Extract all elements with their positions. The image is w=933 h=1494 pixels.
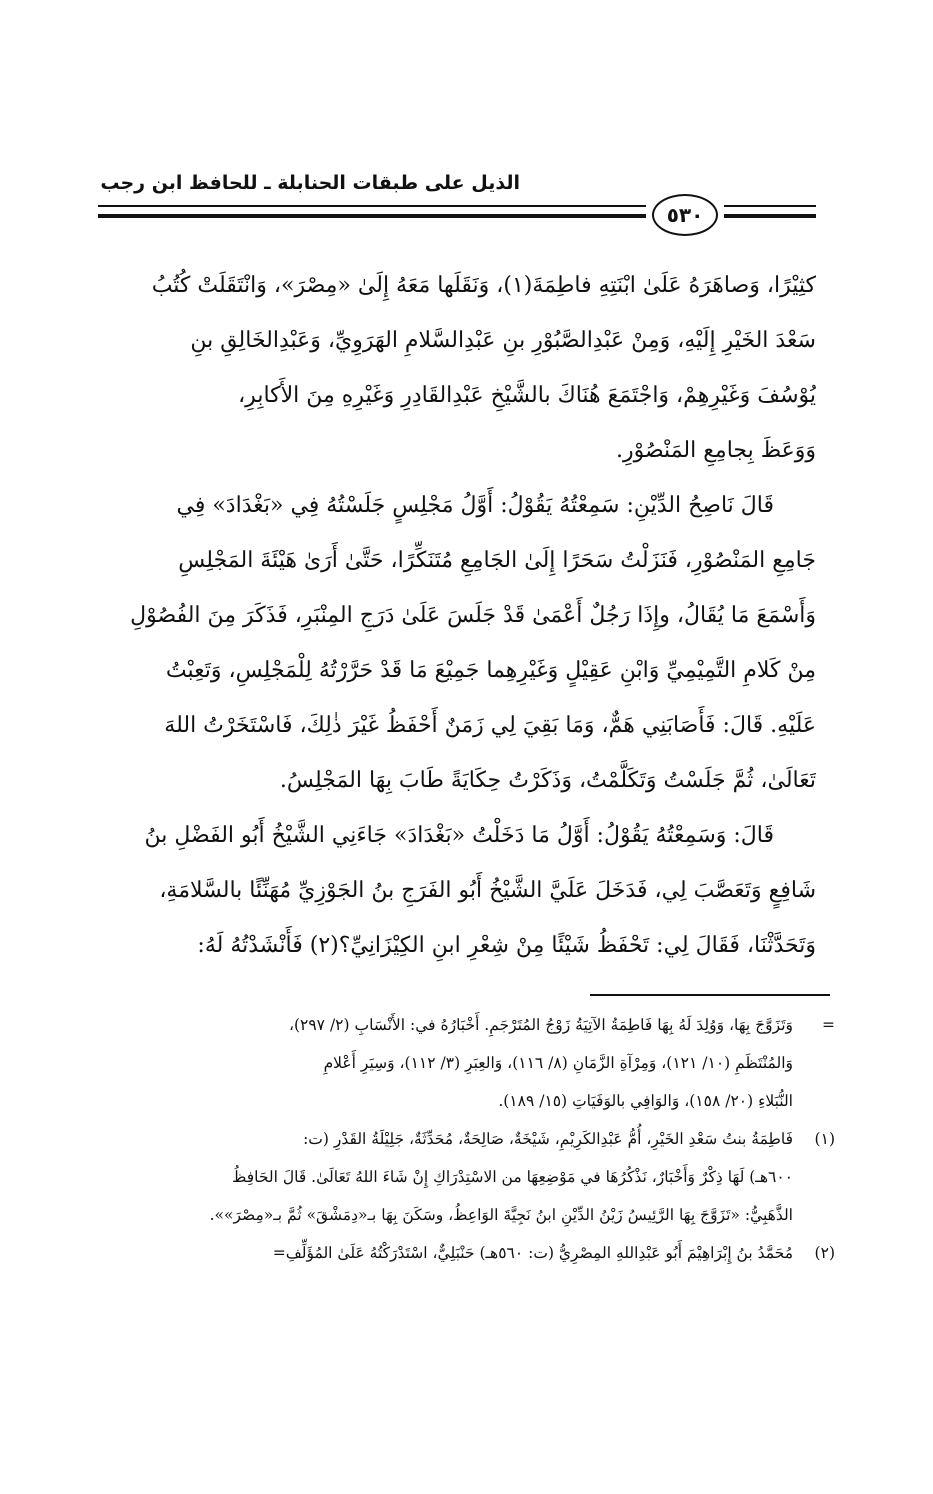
running-header-title: الذيل على طبقات الحنابلة ـ للحافظ ابن رجب: [100, 172, 520, 194]
page-number: [652, 194, 718, 236]
page-number-text: ٥٣٠: [666, 203, 704, 227]
footnote-text: مُحَمَّدُ بنُ إِبْرَاهِيْمَ أَبُو عَبْدِاللهِ المِصْرِيُّ (ت: ٥٦٠هـ) حَنْبَلِيٌّ، اسْتَدْرَكْتُهُ عَلَىٰ المُؤَلِّفِ=: [272, 1244, 793, 1262]
footnote-text: ٦٠٠هـ) لَهَا ذِكْرٌ وَأَخْبَارٌ، نَذْكُرُهَا في مَوْضِعِهَا من الاسْتِدْرَاكِ إِنْ شَاءَ اللهُ تَعَالَىٰ. قَالَ الحَافِظُ: [232, 1168, 793, 1186]
footnote-text: وَالمُنْتَظَمِ (١٠/ ١٢١)، وَمِرْآةِ الزَّمَانِ (٨/ ١١٦)، وَالعِبَرِ (٣/ ١١٢)، وَسِيَرِ أَعْلامِ: [323, 1054, 793, 1072]
footnote-text: فَاطِمَةُ بنتُ سَعْدِ الخَيْرِ، أُمُّ عَبْدِالكَرِيْمِ، شَيْخَةٌ، صَالِحَةٌ، مُحَدِّثَةٌ، جَلِيْلَةُ القَدْرِ (ت:: [303, 1130, 793, 1148]
footnote-marker: (١): [814, 1130, 835, 1148]
footnote-line: [95, 1044, 835, 1082]
footnote-marker: =: [822, 1016, 835, 1034]
footnotes: [95, 1006, 835, 1272]
header-rule-left: [98, 214, 646, 218]
footnote-line: [95, 1234, 835, 1272]
body-line: وَوَعَظَ بِجامِعِ المَنْصُوْرِ.: [616, 438, 816, 463]
body-line: قَالَ: وَسَمِعْتُهُ يَقُوْلُ: أَوَّلُ مَا دَخَلْتُ «بَغْدَادَ» جَاءَنِي الشَّيْخُ أَبُو الفَضْلِ بنُ: [144, 823, 774, 848]
body-line: يُوْسُفَ وَغَيْرِهِمْ، وَاجْتَمَعَ هُنَاكَ بالشَّيْخِ عَبْدِالقَادِرِ وَغَيْرِهِ مِنَ الأَكابِرِ،: [238, 383, 816, 408]
main-text: [100, 258, 816, 973]
footnote-separator: [590, 994, 830, 996]
body-line: عَلَيْهِ. قَالَ: فَأَصَابَنِي هَمٌّ، وَمَا بَقِيَ لِي زَمَنٌ أَحْفَظُ غَيْرَ ذٰلِكَ، فَاسْتَخَرْتُ اللهَ: [164, 713, 816, 738]
footnote-line: [95, 1006, 835, 1044]
body-line: شَافِعٍ وَتَعَصَّبَ لِي، فَدَخَلَ عَلَيَّ الشَّيْخُ أَبُو الفَرَجِ بنُ الجَوْزِيِّ مُهَنِّئًا بالسَّلامَةِ،: [159, 878, 816, 903]
body-line: جَامِعِ المَنْصُوْرِ، فَنَزَلْتُ سَحَرًا إِلَىٰ الجَامِعِ مُتَنَكِّرًا، حَتَّىٰ أَرَىٰ هَيْئَةَ المَجْلِسِ: [178, 548, 816, 573]
body-line: وَأَسْمَعَ مَا يُقَالُ، وإِذَا رَجُلٌ أَعْمَىٰ قَدْ جَلَسَ عَلَىٰ دَرَجِ المِنْبَرِ، فَذَكَرَ مِنَ الفُصُوْلِ: [130, 603, 816, 628]
body-line: مِنْ كَلامِ التَّمِيْمِيِّ وَابْنِ عَقِيْلٍ وَغَيْرِهِما جَمِيْعَ مَا قَدْ حَرَّرْتُهُ لِلْمَجْلِسِ، وَتَعِبْتُ: [165, 658, 816, 683]
footnote-line: [95, 1158, 835, 1196]
footnote-text: الذَّهَبِيُّ: «تَزَوَّجَ بِهَا الرَّئِيسُ زَيْنُ الدِّيْنِ ابنُ نَجِيَّةَ الوَاعِظُ، وسَكَنَ بِهَا بـ«دِمَشْقَ» ثُمَّ بـ«مِصْرَ»».: [209, 1206, 793, 1224]
body-line: قَالَ نَاصِحُ الدِّيْنِ: سَمِعْتُهُ يَقُوْلُ: أَوَّلُ مَجْلِسٍ جَلَسْتُهُ فِي «بَغْدَادَ» فِي: [176, 493, 774, 518]
header-rule-right-top: [724, 205, 816, 207]
footnote-text: النُّبَلاءِ (٢٠/ ١٥٨)، وَالوَافِي بالوَفَيَاتِ (١٥/ ١٨٩).: [498, 1092, 793, 1110]
footnote-text: وَتَزَوَّجَ بِهَا، وَوُلِدَ لَهُ بِهَا فَاطِمَةُ الآتِيَةُ زَوْجُ المُتَرْجَمِ. أَخْبَارُهُ في: الأَنْسَابِ (٢/ ٢٩٧)،: [288, 1016, 793, 1034]
body-line: كثِيْرًا، وَصاهَرَهُ عَلَىٰ ابْنَتِهِ فاطِمَةَ(١)، وَنَقَلَها مَعَهُ إِلَىٰ «مِصْرَ»، وَانْتَقَلَتْ كُتُبُ: [151, 273, 816, 298]
header-rule-left-top: [98, 205, 646, 207]
footnote-line: [95, 1120, 835, 1158]
body-line: سَعْدَ الخَيْرِ إِلَيْهِ، وَمِنْ عَبْدِالصَّبُوْرِ بنِ عَبْدِالسَّلامِ الهَرَوِيِّ، وَعَبْدِالخَالِقِ بنِ: [190, 328, 816, 353]
header-rule-right: [724, 214, 816, 218]
footnote-marker: (٢): [814, 1244, 835, 1262]
footnote-line: [95, 1082, 835, 1120]
body-line: وَتَحَدَّثْنَا، فَقَالَ لِي: تَحْفَظُ شَيْئًا مِنْ شِعْرِ ابنِ الكِيْزَانِيِّ؟(٢) فَأَنْشَدْتُهُ لَهُ:: [197, 933, 816, 958]
footnote-line: [95, 1196, 835, 1234]
body-line: تَعَالَىٰ، ثُمَّ جَلَسْتُ وَتَكَلَّمْتُ، وَذَكَرْتُ حِكَايَةً طَابَ بِهَا المَجْلِسُ.: [279, 768, 816, 793]
